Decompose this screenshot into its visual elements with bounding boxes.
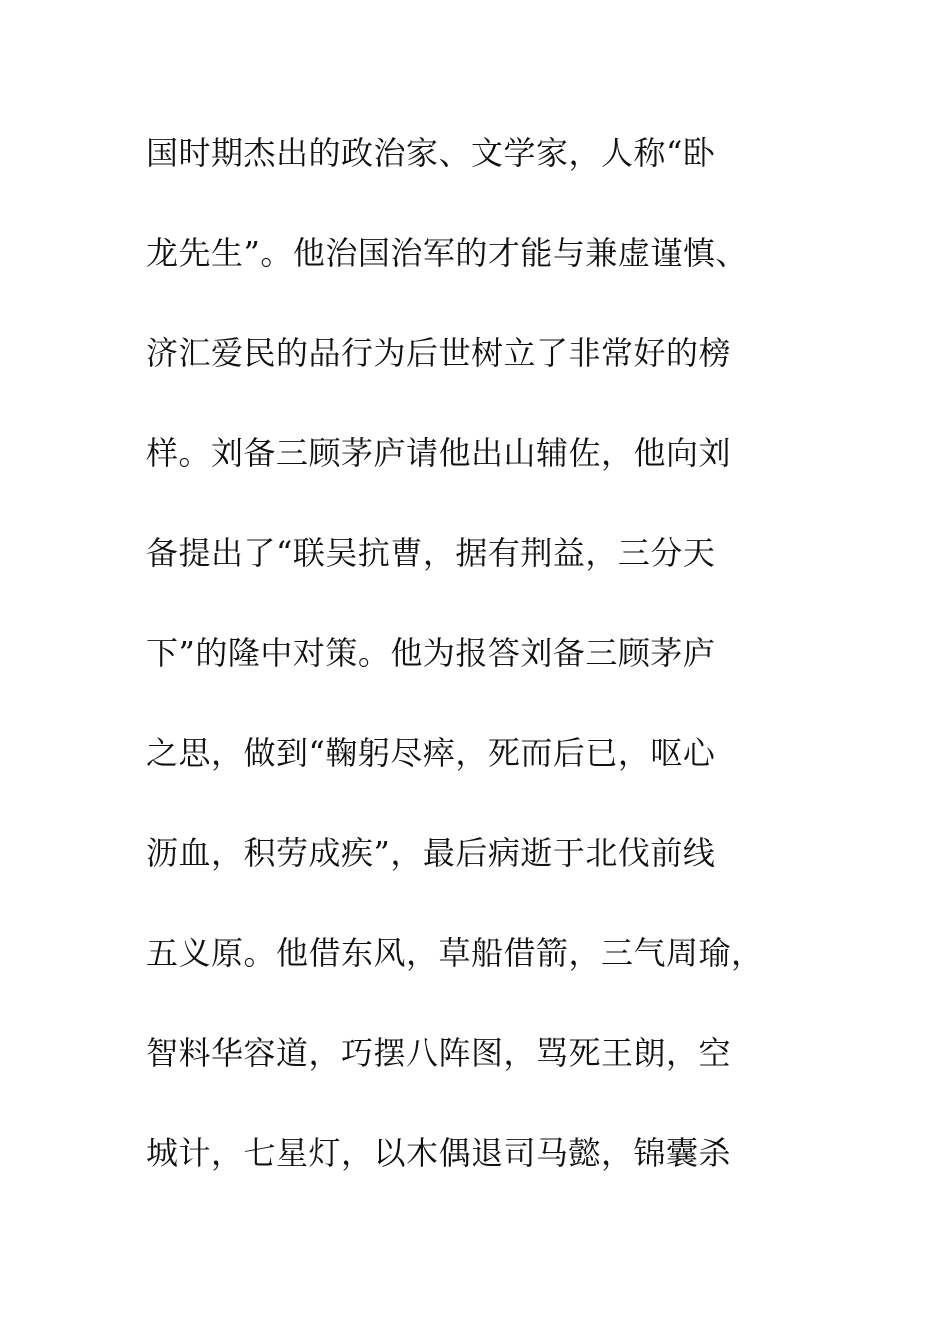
text-line: 智料华容道，巧摆八阵图，骂死王朗，空 [146,1034,732,1072]
text-line: 国时期杰出的政治家、文学家，人称“卧 [146,134,716,172]
text-line: 备提出了“联吴抗曹，据有荆益，三分天 [146,534,716,572]
text-line: 下”的隆中对策。他为报答刘备三顾茅庐 [146,634,716,672]
body-text [146,123,826,1223]
text-line: 沥血，积劳成疾”，最后病逝于北伐前线 [146,834,716,872]
text-line: 济汇爱民的品行为后世树立了非常好的榜 [146,334,732,372]
text-line: 城计，七星灯，以木偶退司马懿，锦囊杀 [146,1134,732,1172]
text-line: 龙先生”。他治国治军的才能与兼虚谨慎、 [146,234,748,272]
text-line: 样。刘备三顾茅庐请他出山辅佐，他向刘 [146,434,732,472]
text-line: 之思，做到“鞠躬尽瘁，死而后已，呕心 [146,734,716,772]
text-line: 五义原。他借东风，草船借箭，三气周瑜， [146,934,764,972]
